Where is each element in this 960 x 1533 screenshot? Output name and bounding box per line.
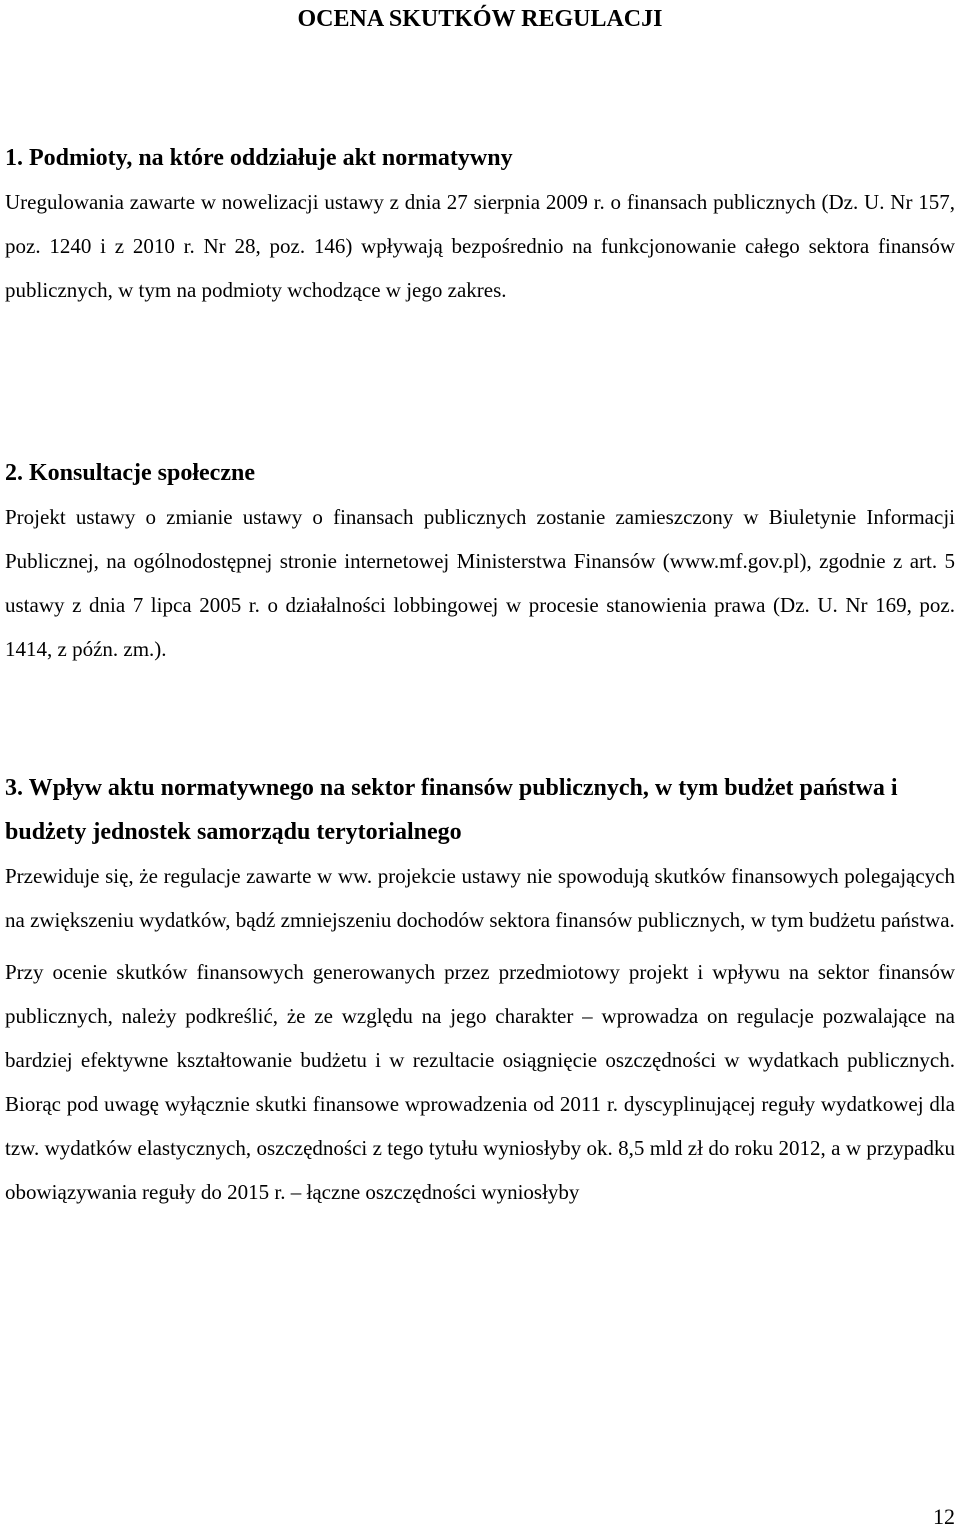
section-affected-entities: [5, 136, 955, 312]
section-heading: 3. Wpływ aktu normatywnego na sektor finansów publicznych, w tym budżet państwa i budżety jednostek samorządu terytorialnego: [5, 775, 898, 845]
section-public-finance-impact: [5, 766, 955, 1214]
section-paragraph: Przewiduje się, że regulacje zawarte w ww. projekcie ustawy nie spowodują skutków finansowych polegających na zwiększeniu wydatków, bądź zmniejszeniu dochodów sektora finansów publicznych, w tym budżetu państwa.: [5, 864, 955, 932]
section-paragraph: Przy ocenie skutków finansowych generowanych przez przedmiotowy projekt i wpływu na sektor finansów publicznych, należy podkreślić, że ze względu na jego charakter – wprowadza on regulacje pozwalające na bardziej efektywne kształtowanie budżetu i w rezultacie osiągnięcie oszczędności w wydatkach publicznych. Biorąc pod uwagę wyłącznie skutki finansowe wprowadzenia od 2011 r. dyscyplinującej reguły wydatkowej dla tzw. wydatków elastycznych, oszczędności z tego tytułu wyniosłyby ok. 8,5 mld zł do roku 2012, a w przypadku obowiązywania reguły do 2015 r. – łączne oszczędności wyniosłyby: [5, 960, 955, 1204]
document-title: OCENA SKUTKÓW REGULACJI: [297, 6, 663, 32]
section-heading: 1. Podmioty, na które oddziałuje akt normatywny: [5, 145, 513, 171]
section-paragraph: Projekt ustawy o zmianie ustawy o finansach publicznych zostanie zamieszczony w Biuletynie Informacji Publicznej, na ogólnodostępnej stronie internetowej Ministerstwa Finansów (www.mf.gov.pl), zgodnie z art. 5 ustawy z dnia 7 lipca 2005 r. o działalności lobbingowej w procesie stanowienia prawa (Dz. U. Nr 169, poz. 1414, z późn. zm.).: [5, 505, 955, 661]
section-public-consultations: [5, 451, 955, 671]
section-paragraph: Uregulowania zawarte w nowelizacji ustawy z dnia 27 sierpnia 2009 r. o finansach publicznych (Dz. U. Nr 157, poz. 1240 i z 2010 r. Nr 28, poz. 146) wpływają bezpośrednio na funkcjonowanie całego sektora finansów publicznych, w tym na podmioty wchodzące w jego zakres.: [5, 190, 955, 302]
page-number: 12: [933, 1504, 955, 1529]
section-heading: 2. Konsultacje społeczne: [5, 460, 255, 486]
